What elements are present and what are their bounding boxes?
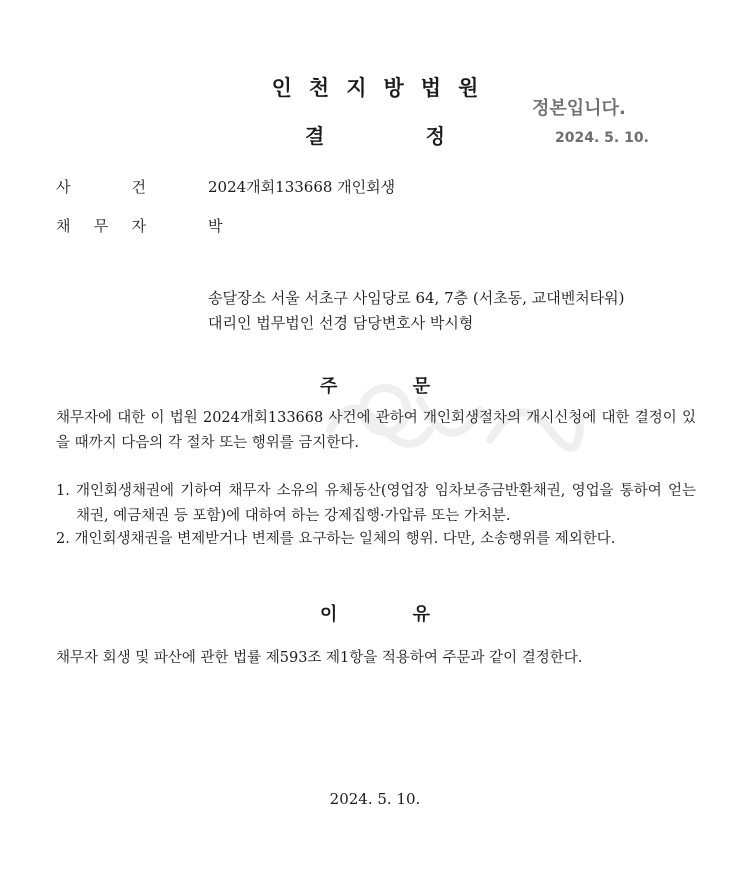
certified-copy-date: 2024. 5. 10.	[555, 130, 649, 146]
order-heading-char-1: 주	[320, 376, 338, 397]
document-type	[305, 120, 445, 149]
debtor-name: 박	[208, 217, 223, 235]
case-label-char-1: 사	[56, 178, 71, 196]
certified-copy-stamp: 정본입니다.	[532, 98, 626, 119]
legal-representative: 대리인 법무법인 선경 담당변호사 박시형	[208, 314, 474, 332]
document-type-char-1: 결	[305, 124, 325, 148]
reason-heading	[320, 600, 430, 626]
order-heading-char-2: 문	[412, 376, 430, 397]
document-type-char-2: 정	[425, 124, 445, 148]
debtor-label-char-1: 채	[56, 217, 71, 235]
debtor-label-char-3: 자	[131, 217, 146, 235]
decision-date: 2024. 5. 10.	[329, 790, 421, 808]
order-item-1: 1. 개인회생채권에 기하여 채무자 소유의 유체동산(영업장 임차보증금반환채권, 영업을 통하여 얻는 채권, 예금채권 등 포함)에 대하여 하는 강제집행·가압류 또는 가처분.	[56, 483, 696, 524]
order-item-2: 2. 개인회생채권을 변제받거나 변제를 요구하는 일체의 행위. 다만, 소송행위를 제외한다.	[56, 531, 616, 547]
court-name: 인천지방법원	[271, 76, 496, 100]
reason-heading-char-2: 유	[412, 604, 430, 625]
case-label	[56, 176, 146, 197]
debtor-label	[56, 215, 146, 236]
reason-text: 채무자 회생 및 파산에 관한 법률 제593조 제1항을 적용하여 주문과 같이 결정한다.	[56, 650, 583, 666]
order-heading	[320, 372, 430, 398]
debtor-label-char-2: 무	[93, 217, 109, 235]
case-number: 2024개회133668 개인회생	[208, 178, 396, 196]
delivery-address: 송달장소 서울 서초구 사임당로 64, 7층 (서초동, 교대벤처타워)	[208, 289, 625, 307]
order-intro: 채무자에 대한 이 법원 2024개회133668 사건에 관하여 개인회생절차의 개시신청에 대한 결정이 있을 때까지 다음의 각 절차 또는 행위를 금지한다.	[56, 410, 696, 451]
case-label-char-2: 건	[131, 178, 146, 196]
reason-heading-char-1: 이	[320, 604, 338, 625]
